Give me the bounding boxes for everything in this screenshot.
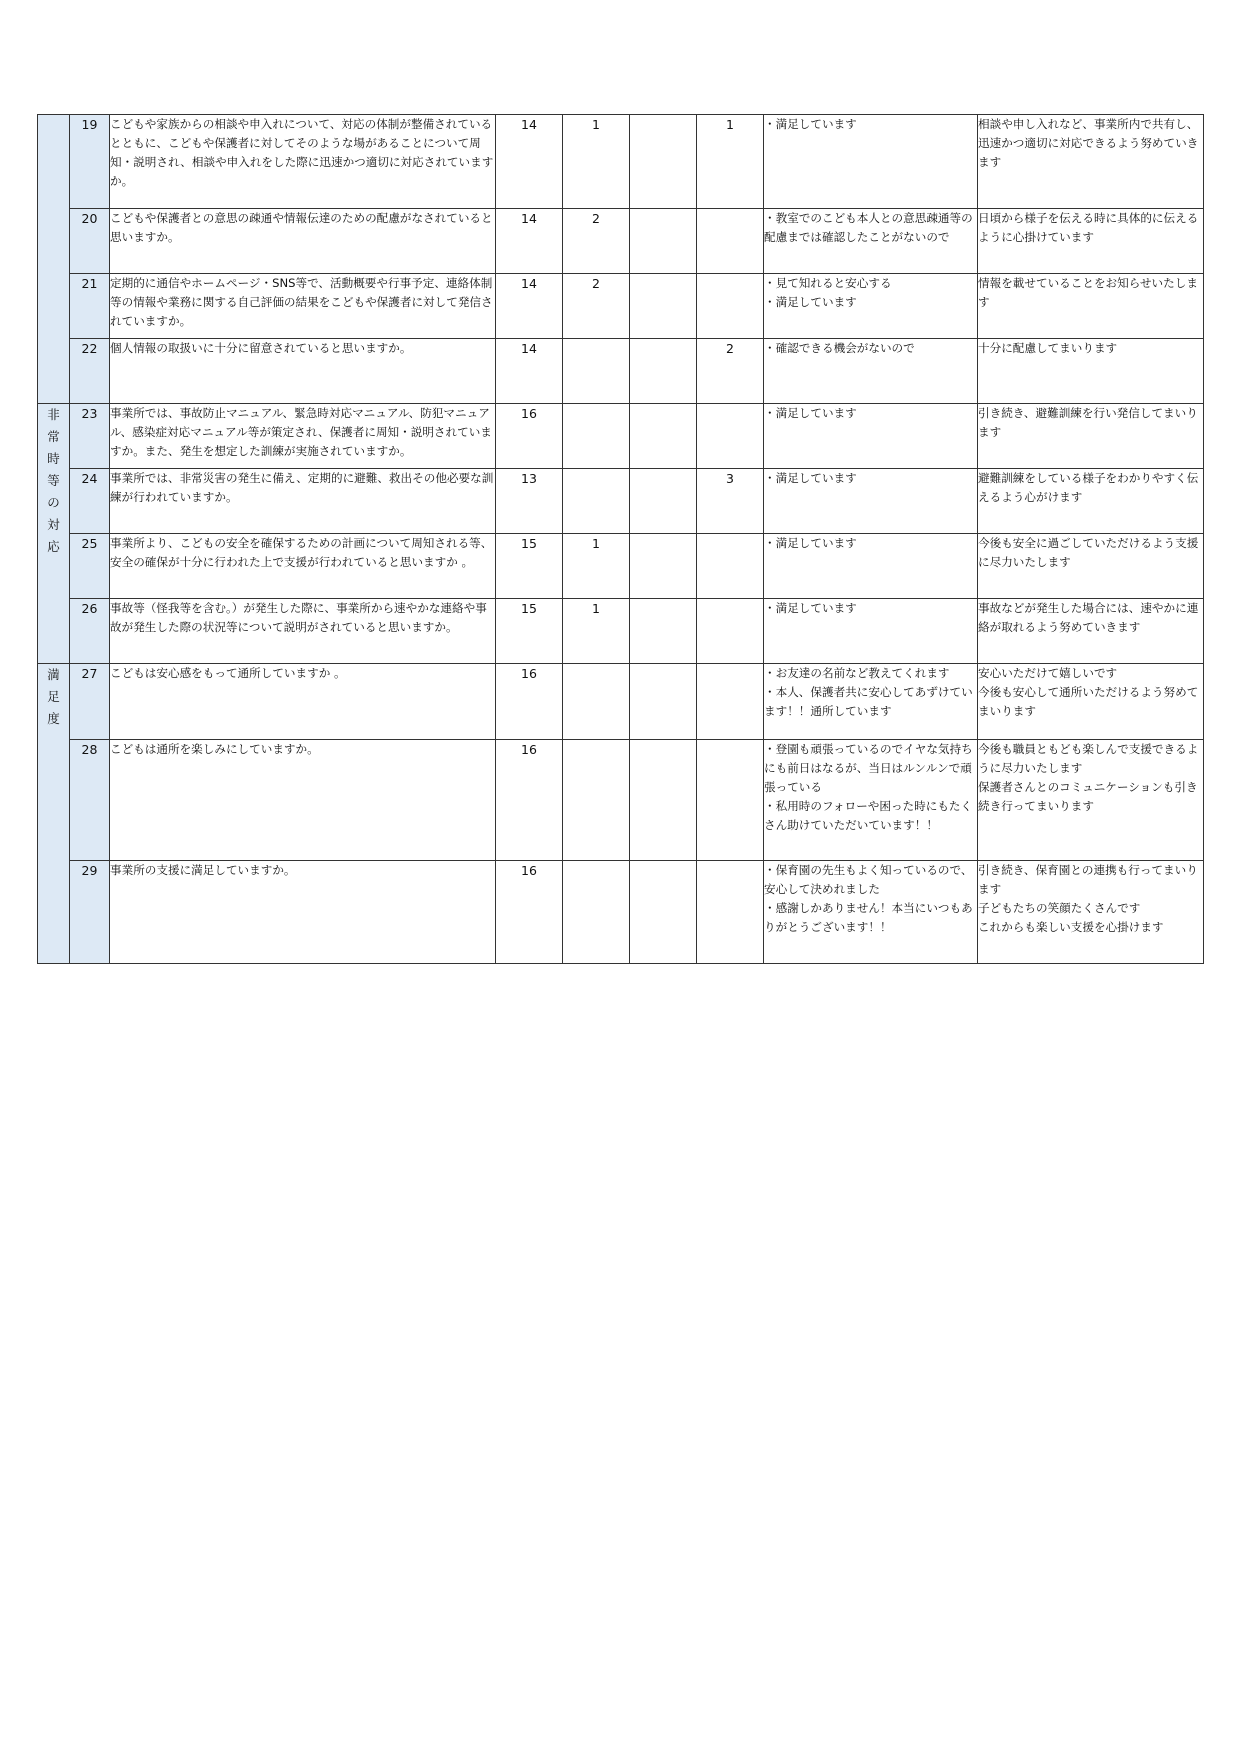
- answer-count-c4: [697, 599, 764, 664]
- table-row: [38, 740, 1204, 861]
- answer-count-c1: 14: [496, 274, 563, 339]
- comment-line: ・満足しています: [764, 406, 857, 420]
- answer-count-c3: [630, 664, 697, 740]
- response-line: 情報を載せていることをお知らせいたします: [978, 276, 1198, 309]
- question-number: 20: [70, 209, 110, 274]
- response-line: 避難訓練をしている様子をわかりやすく伝えるよう心がけます: [978, 471, 1199, 504]
- response-line: 今後も職員ともども楽しんで支援できるように尽力いたします: [978, 742, 1199, 775]
- question-number: 23: [70, 404, 110, 469]
- answer-count-c2: [563, 339, 630, 404]
- facility-response: [978, 534, 1204, 599]
- category-label: 非常時等の対応: [47, 407, 60, 554]
- category-cell: [38, 664, 70, 964]
- answer-count-c3: [630, 599, 697, 664]
- comment-line: ・満足しています: [764, 471, 857, 485]
- response-line: 子どもたちの笑顔たくさんです: [978, 901, 1141, 915]
- facility-response: [978, 209, 1204, 274]
- comment-line: ・登園も頑張っているのでイヤな気持ちにも前日はなるが、当日はルンルンで頑張っている: [764, 742, 973, 794]
- guardian-comments: [764, 861, 978, 964]
- answer-count-c3: [630, 861, 697, 964]
- category-cell: [38, 115, 70, 404]
- answer-count-c3: [630, 534, 697, 599]
- answer-count-c4: [697, 209, 764, 274]
- facility-response: [978, 599, 1204, 664]
- facility-response: [978, 115, 1204, 209]
- question-text: こどもや保護者との意思の疎通や情報伝達のための配慮がなされていると思いますか。: [110, 209, 496, 274]
- facility-response: [978, 861, 1204, 964]
- response-line: 安心いただけて嬉しいです: [978, 666, 1118, 680]
- guardian-comments: [764, 274, 978, 339]
- comment-line: ・満足しています: [764, 536, 857, 550]
- answer-count-c4: 3: [697, 469, 764, 534]
- guardian-comments: [764, 599, 978, 664]
- table-row: [38, 404, 1204, 469]
- answer-count-c2: 2: [563, 209, 630, 274]
- answer-count-c1: 14: [496, 209, 563, 274]
- response-line: 引き続き、避難訓練を行い発信してまいります: [978, 406, 1198, 439]
- question-number: 22: [70, 339, 110, 404]
- guardian-comments: [764, 740, 978, 861]
- answer-count-c3: [630, 740, 697, 861]
- comment-line: ・感謝しかありません！本当にいつもありがとうございます！！: [764, 901, 973, 934]
- answer-count-c1: 15: [496, 599, 563, 664]
- question-number: 21: [70, 274, 110, 339]
- response-line: これからも楽しい支援を心掛けます: [978, 920, 1164, 934]
- question-text: こどもや家族からの相談や申入れについて、対応の体制が整備されているとともに、こどもや保護者に対してそのような場があることについて周知・説明され、相談や申入れをした際に迅速かつ適切に対応されていますか。: [110, 115, 496, 209]
- comment-line: ・満足しています: [764, 117, 857, 131]
- response-line: 事故などが発生した場合には、速やかに連絡が取れるよう努めていきます: [978, 601, 1199, 634]
- question-number: 26: [70, 599, 110, 664]
- answer-count-c2: [563, 861, 630, 964]
- facility-response: [978, 469, 1204, 534]
- answer-count-c4: [697, 861, 764, 964]
- facility-response: [978, 664, 1204, 740]
- table-row: [38, 274, 1204, 339]
- facility-response: [978, 740, 1204, 861]
- answer-count-c2: [563, 404, 630, 469]
- table-row: [38, 209, 1204, 274]
- answer-count-c1: 16: [496, 664, 563, 740]
- comment-line: ・満足しています: [764, 295, 857, 309]
- question-text: こどもは安心感をもって通所していますか 。: [110, 664, 496, 740]
- answer-count-c4: [697, 274, 764, 339]
- question-text: 定期的に通信やホームページ・SNS等で、活動概要や行事予定、連絡体制等の情報や業務に関する自己評価の結果をこどもや保護者に対して発信されていますか。: [110, 274, 496, 339]
- answer-count-c1: 14: [496, 339, 563, 404]
- answer-count-c3: [630, 274, 697, 339]
- guardian-comments: [764, 534, 978, 599]
- answer-count-c4: 2: [697, 339, 764, 404]
- comment-line: ・満足しています: [764, 601, 857, 615]
- answer-count-c2: 1: [563, 534, 630, 599]
- answer-count-c3: [630, 339, 697, 404]
- question-text: 個人情報の取扱いに十分に留意されていると思いますか。: [110, 339, 496, 404]
- guardian-comments: [764, 469, 978, 534]
- response-line: 相談や申し入れなど、事業所内で共有し、迅速かつ適切に対応できるよう努めていきます: [978, 117, 1199, 169]
- question-text: 事業所では、事故防止マニュアル、緊急時対応マニュアル、防犯マニュアル、感染症対応マニュアル等が策定され、保護者に周知・説明されていますか。また、発生を想定した訓練が実施されていますか。: [110, 404, 496, 469]
- answer-count-c3: [630, 404, 697, 469]
- response-line: 日頃から様子を伝える時に具体的に伝えるように心掛けています: [978, 211, 1199, 244]
- response-line: 今後も安全に過ごしていただけるよう支援に尽力いたします: [978, 536, 1199, 569]
- table-row: [38, 534, 1204, 599]
- category-cell: [38, 404, 70, 664]
- answer-count-c2: 2: [563, 274, 630, 339]
- guardian-comments: [764, 339, 978, 404]
- answer-count-c1: 14: [496, 115, 563, 209]
- comment-line: ・教室でのこども本人との意思疎通等の配慮までは確認したことがないので: [764, 211, 973, 244]
- answer-count-c3: [630, 469, 697, 534]
- answer-count-c4: [697, 404, 764, 469]
- guardian-comments: [764, 404, 978, 469]
- comment-line: ・本人、保護者共に安心してあずけています！！通所しています: [764, 685, 973, 718]
- question-number: 29: [70, 861, 110, 964]
- answer-count-c1: 15: [496, 534, 563, 599]
- response-line: 保護者さんとのコミュニケーションも引き続き行ってまいります: [978, 780, 1198, 813]
- answer-count-c2: [563, 469, 630, 534]
- answer-count-c1: 16: [496, 740, 563, 861]
- guardian-comments: [764, 115, 978, 209]
- response-line: 十分に配慮してまいります: [978, 341, 1118, 355]
- comment-line: ・見て知れると安心する: [764, 276, 892, 290]
- guardian-comments: [764, 664, 978, 740]
- comment-line: ・確認できる機会がないので: [764, 341, 915, 355]
- answer-count-c2: 1: [563, 115, 630, 209]
- answer-count-c4: 1: [697, 115, 764, 209]
- question-number: 19: [70, 115, 110, 209]
- question-text: こどもは通所を楽しみにしていますか。: [110, 740, 496, 861]
- question-number: 28: [70, 740, 110, 861]
- answer-count-c4: [697, 740, 764, 861]
- question-text: 事業所では、非常災害の発生に備え、定期的に避難、救出その他必要な訓練が行われていますか。: [110, 469, 496, 534]
- table-row: [38, 861, 1204, 964]
- table-row: [38, 115, 1204, 209]
- answer-count-c1: 16: [496, 404, 563, 469]
- facility-response: [978, 404, 1204, 469]
- question-text: 事業所の支援に満足していますか。: [110, 861, 496, 964]
- answer-count-c1: 16: [496, 861, 563, 964]
- table-row: [38, 664, 1204, 740]
- table-row: [38, 469, 1204, 534]
- answer-count-c4: [697, 664, 764, 740]
- survey-table-body: [38, 115, 1204, 964]
- facility-response: [978, 274, 1204, 339]
- response-line: 今後も安心して通所いただけるよう努めてまいります: [978, 685, 1199, 718]
- comment-line: ・お友達の名前など教えてくれます: [764, 666, 950, 680]
- question-text: 事業所より、こどもの安全を確保するための計画について周知される等、安全の確保が十分に行われた上で支援が行われていると思いますか 。: [110, 534, 496, 599]
- answer-count-c3: [630, 209, 697, 274]
- comment-line: ・私用時のフォローや困った時にもたくさん助けていただいています！！: [764, 799, 973, 832]
- table-row: [38, 339, 1204, 404]
- facility-response: [978, 339, 1204, 404]
- question-number: 25: [70, 534, 110, 599]
- survey-table: [37, 114, 1204, 964]
- category-label: 満足度: [47, 667, 60, 726]
- answer-count-c2: [563, 664, 630, 740]
- answer-count-c1: 13: [496, 469, 563, 534]
- answer-count-c4: [697, 534, 764, 599]
- table-row: [38, 599, 1204, 664]
- response-line: 引き続き、保育園との連携も行ってまいります: [978, 863, 1198, 896]
- answer-count-c2: [563, 740, 630, 861]
- comment-line: ・保育園の先生もよく知っているので、安心して決めれました: [764, 863, 973, 896]
- question-text: 事故等（怪我等を含む。）が発生した際に、事業所から速やかな連絡や事故が発生した際の状況等について説明がされていると思いますか。: [110, 599, 496, 664]
- question-number: 27: [70, 664, 110, 740]
- question-number: 24: [70, 469, 110, 534]
- answer-count-c2: 1: [563, 599, 630, 664]
- answer-count-c3: [630, 115, 697, 209]
- guardian-comments: [764, 209, 978, 274]
